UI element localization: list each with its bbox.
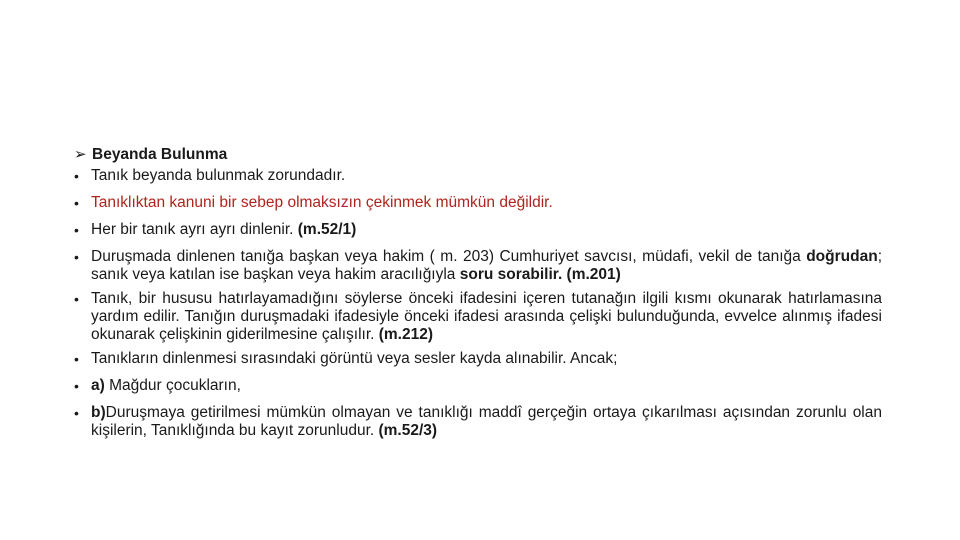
article-reference: (m.52/3)	[378, 422, 438, 439]
item-text: Tanıkların dinlenmesi sırasındaki görüntü veya sesler kayda alınabilir. Ancak;	[91, 350, 618, 367]
list-item-highlighted	[74, 194, 882, 212]
item-text: Her bir tanık ayrı ayrı dinlenir.	[91, 221, 298, 238]
list-item	[74, 377, 882, 395]
bullet-list	[74, 167, 882, 440]
section-heading	[74, 143, 882, 167]
list-item	[74, 350, 882, 368]
item-text: Tanıklıktan kanuni bir sebep olmaksızın çekinmek mümkün değildir.	[91, 194, 553, 211]
list-item	[74, 221, 882, 239]
item-letter: b)	[91, 404, 106, 421]
item-letter: a)	[91, 377, 105, 394]
list-item	[74, 248, 882, 284]
bullet-icon: •	[74, 378, 79, 394]
item-text: Duruşmada dinlenen tanığa başkan veya hakim ( m. 203) Cumhuriyet savcısı, müdafi, vekil de tanığa	[91, 248, 807, 265]
list-item	[74, 290, 882, 344]
bullet-icon: •	[74, 405, 79, 421]
article-reference: (m.212)	[378, 326, 434, 343]
bullet-icon: •	[74, 195, 79, 211]
slide-content	[74, 143, 882, 446]
item-text: Duruşmaya getirilmesi mümkün olmayan ve tanıklığı maddî gerçeğin ortaya çıkarılması açısından zorunlu olan kişilerin, Tanıklığında bu kayıt zorunludur.	[91, 404, 882, 439]
bullet-icon: •	[74, 291, 79, 307]
bullet-icon: •	[74, 168, 79, 184]
emphasis-text: doğrudan	[806, 248, 878, 265]
section-heading-text: Beyanda Bulunma	[92, 146, 228, 163]
bullet-icon: •	[74, 351, 79, 367]
item-text: ; sanık veya katılan ise başkan veya hakim aracılığıyla	[91, 248, 882, 283]
bullet-icon: •	[74, 249, 79, 265]
article-reference: (m.52/1)	[297, 221, 357, 238]
item-text: Tanık, bir hususu hatırlayamadığını söylerse önceki ifadesini içeren tutanağın ilgili kısmı okunarak hatırlamasına yardım edilir. Tanığın duruşmadaki ifadesiyle önceki ifadesi arasında çelişki bulunduğunda, evvelce alınmış ifadesi okunarak çelişkinin giderilmesine çalışılır.	[91, 290, 882, 343]
list-item	[74, 167, 882, 185]
arrow-bullet-icon: ➢	[74, 146, 87, 163]
list-item	[74, 404, 882, 440]
bullet-icon: •	[74, 222, 79, 238]
item-text: Mağdur çocukların,	[104, 377, 241, 394]
emphasis-text: soru sorabilir. (m.201)	[459, 266, 621, 283]
item-text: Tanık beyanda bulunmak zorundadır.	[91, 167, 346, 184]
